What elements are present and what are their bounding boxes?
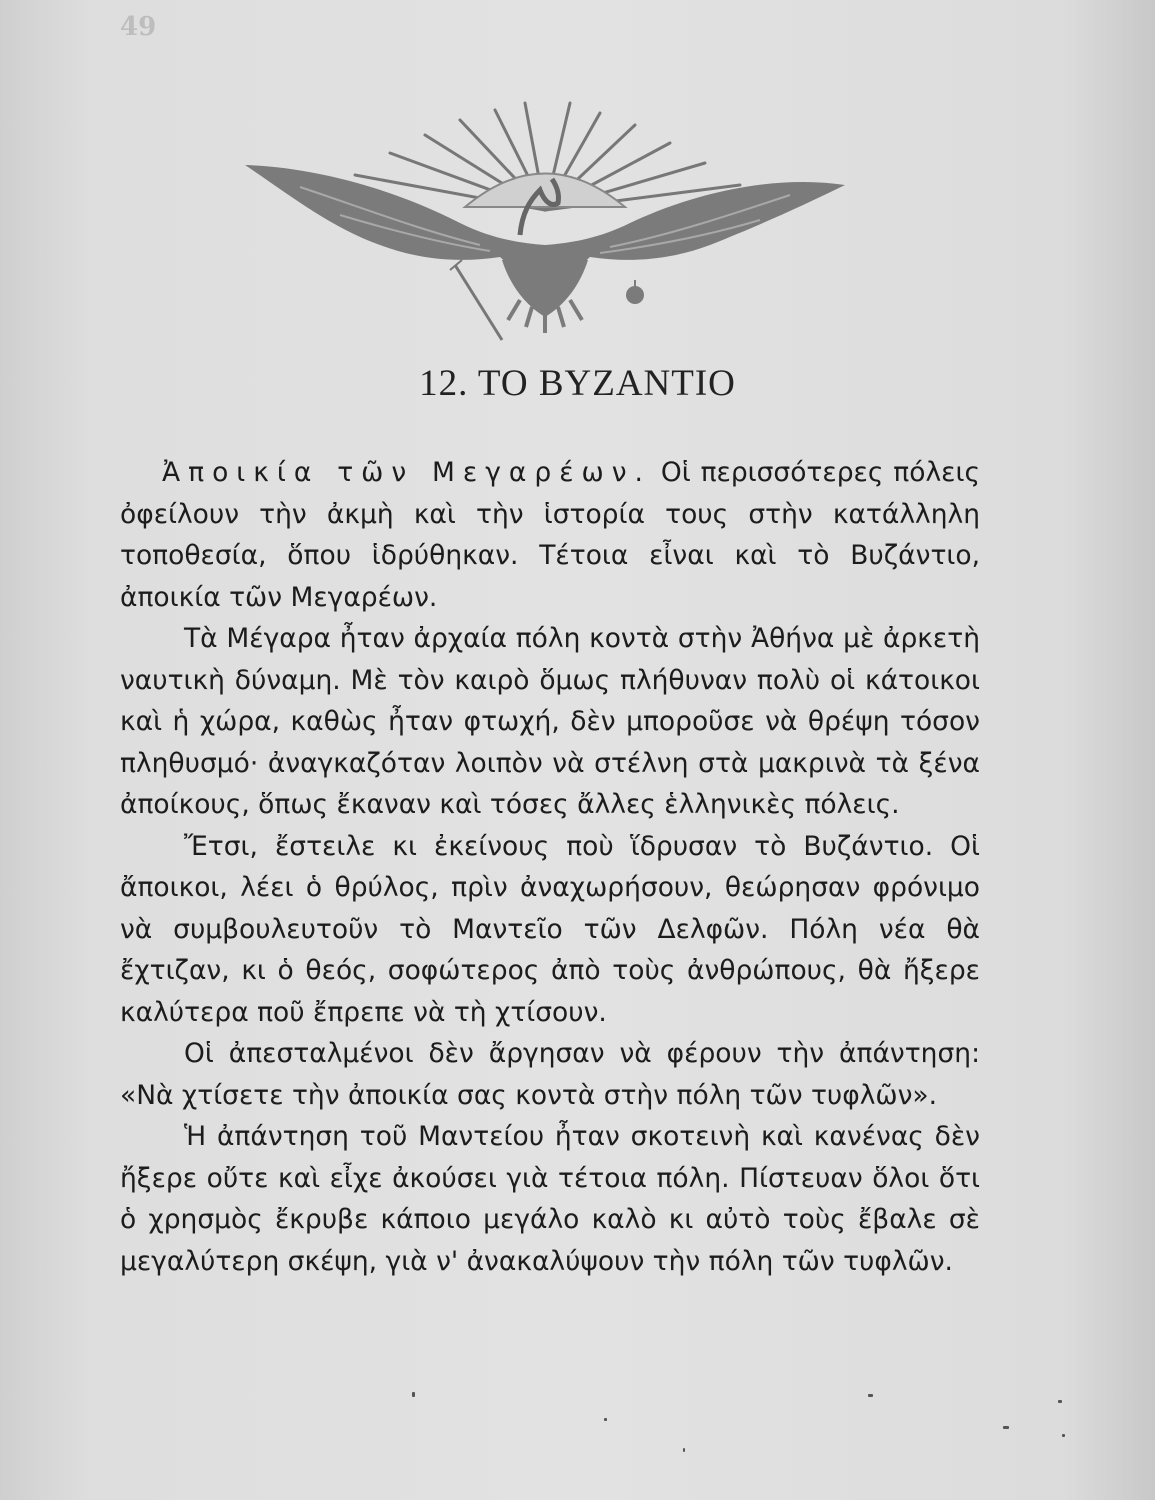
paragraph-1-lead: Ἀποικία τῶν Μεγαρέων. <box>162 457 651 488</box>
phoenix-emblem-icon <box>240 95 850 355</box>
paragraph-1-text: Οἱ περισσότερες πόλεις ὀφείλουν τὴν ἀκμὴ καὶ τὴν ἱστορία τους στὴν κατάλληλη τοποθεσία, ὅπου ἱδρύθηκαν. Τέτοια εἶναι καὶ τὸ Βυζάντιο, ἀποικία τῶν Μεγαρέων. <box>120 457 980 613</box>
paragraph-4: Οἱ ἀπεσταλμένοι δὲν ἄργησαν νὰ φέρουν τὴν ἀπάντηση: «Νὰ χτίσετε τὴν ἀποικία σας κοντὰ στὴν πόλη τῶν τυφλῶν». <box>120 1038 980 1111</box>
paragraph-1 <box>120 452 980 618</box>
paragraph-5: Ἡ ἀπάντηση τοῦ Μαντείου ἦταν σκοτεινὴ καὶ κανένας δὲν ἤξερε οὔτε καὶ εἶχε ἀκούσει γιὰ τέτοια πόλη. Πίστευαν ὅλοι ὅτι ὁ χρησμὸς ἔκρυβε κάποιο μεγάλο καλὸ κι αὐτὸ τοὺς ἔβαλε σὲ μεγαλύτερη σκέψη, γιὰ ν' ἀνακαλύψουν τὴν πόλη τῶν τυφλῶν. <box>120 1121 980 1277</box>
page-number: 49 <box>120 12 157 42</box>
paragraph-3: Ἔτσι, ἔστειλε κι ἐκείνους ποὺ ἵδρυσαν τὸ Βυζάντιο. Οἱ ἄποικοι, λέει ὁ θρύλος, πρὶν ἀναχωρήσουν, θεώρησαν φρόνιμο νὰ συμβουλευτοῦν τὸ Μαντεῖο τῶν Δελφῶν. Πόλη νέα θὰ ἔχτιζαν, κι ὁ θεός, σοφώτερος ἀπὸ τοὺς ἀνθρώπους, θὰ ἤξερε καλύτερα ποῦ ἔπρεπε νὰ τὴ χτίσουν. <box>120 830 980 1028</box>
chapter-title: 12. ΤΟ ΒΥΖΑΝΤΙΟ <box>419 363 736 404</box>
paragraph-2: Τὰ Μέγαρα ἦταν ἀρχαία πόλη κοντὰ στὴν Ἀθήνα μὲ ἀρκετὴ ναυτικὴ δύναμη. Μὲ τὸν καιρὸ ὅμως πλήθυναν πολὺ οἱ κάτοικοι καὶ ἡ χώρα, καθὼς ἦταν φτωχή, δὲν μποροῦσε νὰ θρέψη τόσον πληθυσμό· ἀναγκαζόταν λοιπὸν νὰ στέλνη στὰ μακρινὰ τὰ ξένα ἀποίκους, ὅπως ἔκαναν καὶ τόσες ἄλλες ἑλληνικὲς πόλεις. <box>120 623 980 820</box>
chapter-body <box>120 452 980 1282</box>
